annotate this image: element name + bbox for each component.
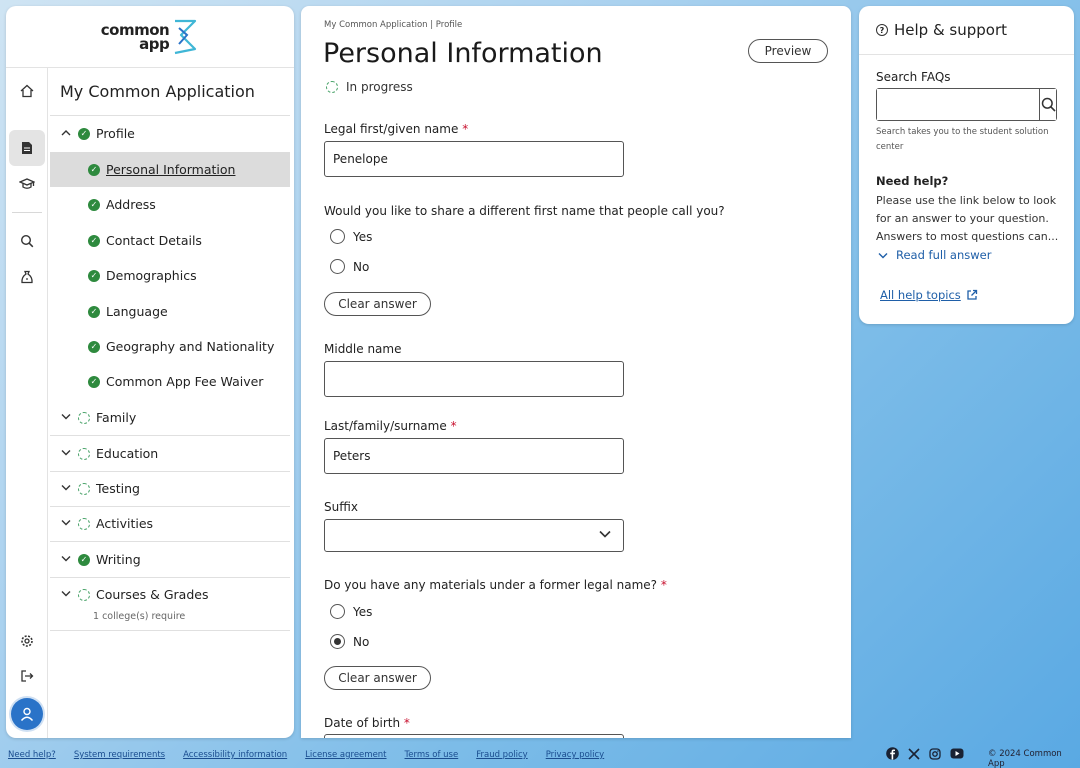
complete-check-icon: ✓ (78, 128, 90, 140)
footer-link-need-help[interactable]: Need help? (8, 750, 56, 760)
footer-link-privacy[interactable]: Privacy policy (545, 750, 605, 760)
all-help-topics-text: All help topics (880, 288, 961, 302)
in-progress-icon (78, 589, 90, 601)
in-progress-icon (78, 518, 90, 530)
nav-item-label: Demographics (106, 268, 197, 283)
nav-section-courses-grades[interactable] (50, 577, 290, 612)
need-help-title: Need help? (876, 174, 949, 188)
search-button[interactable] (1039, 89, 1056, 120)
chevron-down-icon[interactable] (58, 554, 74, 565)
suffix-label: Suffix (324, 500, 358, 514)
complete-check-icon: ✓ (88, 376, 100, 388)
nav-section-activities[interactable] (50, 506, 290, 541)
nav-section-profile[interactable] (50, 116, 290, 151)
complete-check-icon: ✓ (88, 306, 100, 318)
nav-section-label: Courses & Grades (96, 587, 209, 602)
money-bag-icon[interactable] (9, 259, 45, 295)
search-faqs-box (876, 88, 1057, 121)
former-name-no-radio[interactable] (330, 634, 369, 649)
nav-section-label: Activities (96, 516, 154, 531)
nav-item-label: Contact Details (106, 233, 202, 248)
status-badge (326, 80, 413, 94)
instagram-icon[interactable] (929, 748, 941, 760)
user-icon[interactable] (11, 698, 43, 730)
required-marker: * (462, 122, 469, 136)
nav-section-label: Testing (96, 481, 140, 496)
first-name-label (324, 122, 468, 136)
logo-line-2: app (139, 34, 170, 53)
status-text: In progress (346, 80, 413, 94)
dob-label-text: Date of birth (324, 716, 401, 730)
last-name-field[interactable]: Peters (324, 438, 624, 474)
nav-section-label: Profile (96, 126, 135, 141)
first-name-field[interactable]: Penelope (324, 141, 624, 177)
nav-item-label: Geography and Nationality (106, 339, 275, 354)
help-title: Help & support (894, 21, 1008, 39)
all-help-topics-link[interactable] (880, 288, 978, 302)
page-title: Personal Information (323, 38, 603, 69)
in-progress-icon (78, 412, 90, 424)
chevron-down-icon[interactable] (58, 483, 74, 494)
gear-icon[interactable] (9, 623, 45, 659)
chevron-down-icon (599, 530, 611, 538)
required-marker: * (660, 578, 667, 592)
nav-item-fee-waiver[interactable] (50, 364, 290, 399)
nav-item-geography-nationality[interactable] (50, 329, 290, 364)
search-hint: Search takes you to the student solution center (876, 127, 1049, 152)
first-name-label-text: Legal first/given name (324, 122, 459, 136)
in-progress-icon (78, 483, 90, 495)
last-name-label-text: Last/family/surname (324, 419, 447, 433)
footer-link-accessibility[interactable]: Accessibility information (183, 750, 288, 760)
complete-check-icon: ✓ (88, 235, 100, 247)
radio-label: No (353, 259, 370, 274)
chevron-down-icon (878, 252, 888, 259)
radio-label: Yes (353, 229, 373, 244)
radio-circle[interactable] (330, 604, 345, 619)
rail-divider (12, 212, 42, 213)
nav-item-language[interactable] (50, 294, 290, 329)
icon-rail (6, 68, 48, 738)
facebook-icon[interactable] (886, 747, 899, 760)
home-icon[interactable] (9, 73, 45, 109)
copyright: © 2024 Common App (988, 749, 1062, 768)
clear-answer-button[interactable]: Clear answer (324, 666, 431, 690)
help-support-panel (859, 6, 1074, 324)
nav-divider (50, 630, 290, 631)
chevron-up-icon[interactable] (58, 128, 74, 139)
courses-requirement-note: 1 college(s) require (93, 611, 186, 622)
graduation-cap-icon[interactable] (9, 166, 45, 202)
nav-section-label: Writing (96, 552, 141, 567)
preferred-name-yes-radio[interactable] (330, 229, 372, 244)
nav-item-label: Personal Information (106, 162, 236, 177)
youtube-icon[interactable] (950, 748, 964, 759)
common-app-logo[interactable] (6, 6, 294, 68)
personal-information-form (301, 6, 851, 738)
nav-section-testing[interactable] (50, 471, 290, 506)
required-marker: * (450, 419, 457, 433)
preferred-name-question: Would you like to share a different first name that people call you? (324, 204, 725, 218)
search-faqs-label: Search FAQs (876, 70, 951, 84)
complete-check-icon: ✓ (88, 199, 100, 211)
nav-item-label: Language (106, 304, 168, 319)
radio-circle-selected[interactable] (330, 634, 345, 649)
chevron-down-icon[interactable] (58, 518, 74, 529)
middle-name-field[interactable] (324, 361, 624, 397)
former-name-question-text: Do you have any materials under a former legal name? (324, 578, 658, 592)
need-help-body: Please use the link below to look for an answer to your question. Answers to most questions can... (876, 194, 1059, 243)
middle-name-label: Middle name (324, 342, 402, 356)
search-icon (1041, 97, 1056, 112)
preferred-name-no-radio[interactable] (330, 259, 369, 274)
complete-check-icon: ✓ (88, 341, 100, 353)
suffix-select[interactable] (324, 519, 624, 552)
nav-section-label: Family (96, 410, 137, 425)
complete-check-icon: ✓ (78, 554, 90, 566)
nav-item-address[interactable] (50, 187, 290, 222)
nav-item-personal-information[interactable] (50, 152, 290, 187)
chevron-down-icon[interactable] (58, 412, 74, 423)
footer-link-fraud[interactable]: Fraud policy (476, 750, 528, 760)
radio-label: Yes (353, 604, 373, 619)
chevron-down-icon[interactable] (58, 589, 74, 600)
chevron-down-icon[interactable] (58, 448, 74, 459)
breadcrumb: My Common Application | Profile (324, 20, 463, 30)
date-of-birth-label (324, 716, 410, 730)
document-icon[interactable] (9, 130, 45, 166)
search-icon[interactable] (9, 223, 45, 259)
read-full-answer-text: Read full answer (896, 248, 992, 262)
sign-out-icon[interactable] (9, 658, 45, 694)
footer-link-terms[interactable]: Terms of use (404, 750, 459, 760)
in-progress-icon (78, 448, 90, 460)
clear-answer-button[interactable]: Clear answer (324, 292, 431, 316)
complete-check-icon: ✓ (88, 270, 100, 282)
logo-line-1: common (100, 20, 170, 39)
help-header (859, 6, 1074, 55)
nav-item-label: Address (106, 197, 156, 212)
logo-wordmark (100, 20, 170, 53)
nav-title: My Common Application (60, 82, 255, 101)
logo-mark-icon (171, 18, 199, 56)
required-marker: * (403, 716, 410, 730)
date-of-birth-field[interactable] (324, 734, 624, 738)
former-name-yes-radio[interactable] (330, 604, 372, 619)
complete-check-icon: ✓ (88, 164, 100, 176)
x-icon[interactable] (908, 748, 920, 760)
question-circle-icon: ? (876, 24, 888, 36)
nav-section-family[interactable] (50, 400, 290, 435)
footer-link-license[interactable]: License agreement (305, 750, 387, 760)
footer-link-system-requirements[interactable]: System requirements (73, 750, 166, 760)
application-sidebar (6, 6, 294, 738)
nav-section-label: Education (96, 446, 159, 461)
radio-circle[interactable] (330, 259, 345, 274)
radio-label: No (353, 634, 370, 649)
read-full-answer-link[interactable] (878, 248, 991, 262)
radio-circle[interactable] (330, 229, 345, 244)
preview-button[interactable]: Preview (748, 39, 828, 63)
last-name-label (324, 419, 457, 433)
nav-item-contact-details[interactable] (50, 223, 290, 258)
external-link-icon (966, 289, 978, 301)
nav-section-writing[interactable] (50, 542, 290, 577)
search-faqs-input[interactable] (877, 89, 1039, 120)
former-name-question (324, 578, 667, 592)
nav-item-label: Common App Fee Waiver (106, 374, 264, 389)
nav-section-education[interactable] (50, 436, 290, 471)
in-progress-icon (326, 81, 338, 93)
section-navigation (50, 68, 292, 738)
social-links (886, 747, 973, 760)
nav-item-demographics[interactable] (50, 258, 290, 293)
